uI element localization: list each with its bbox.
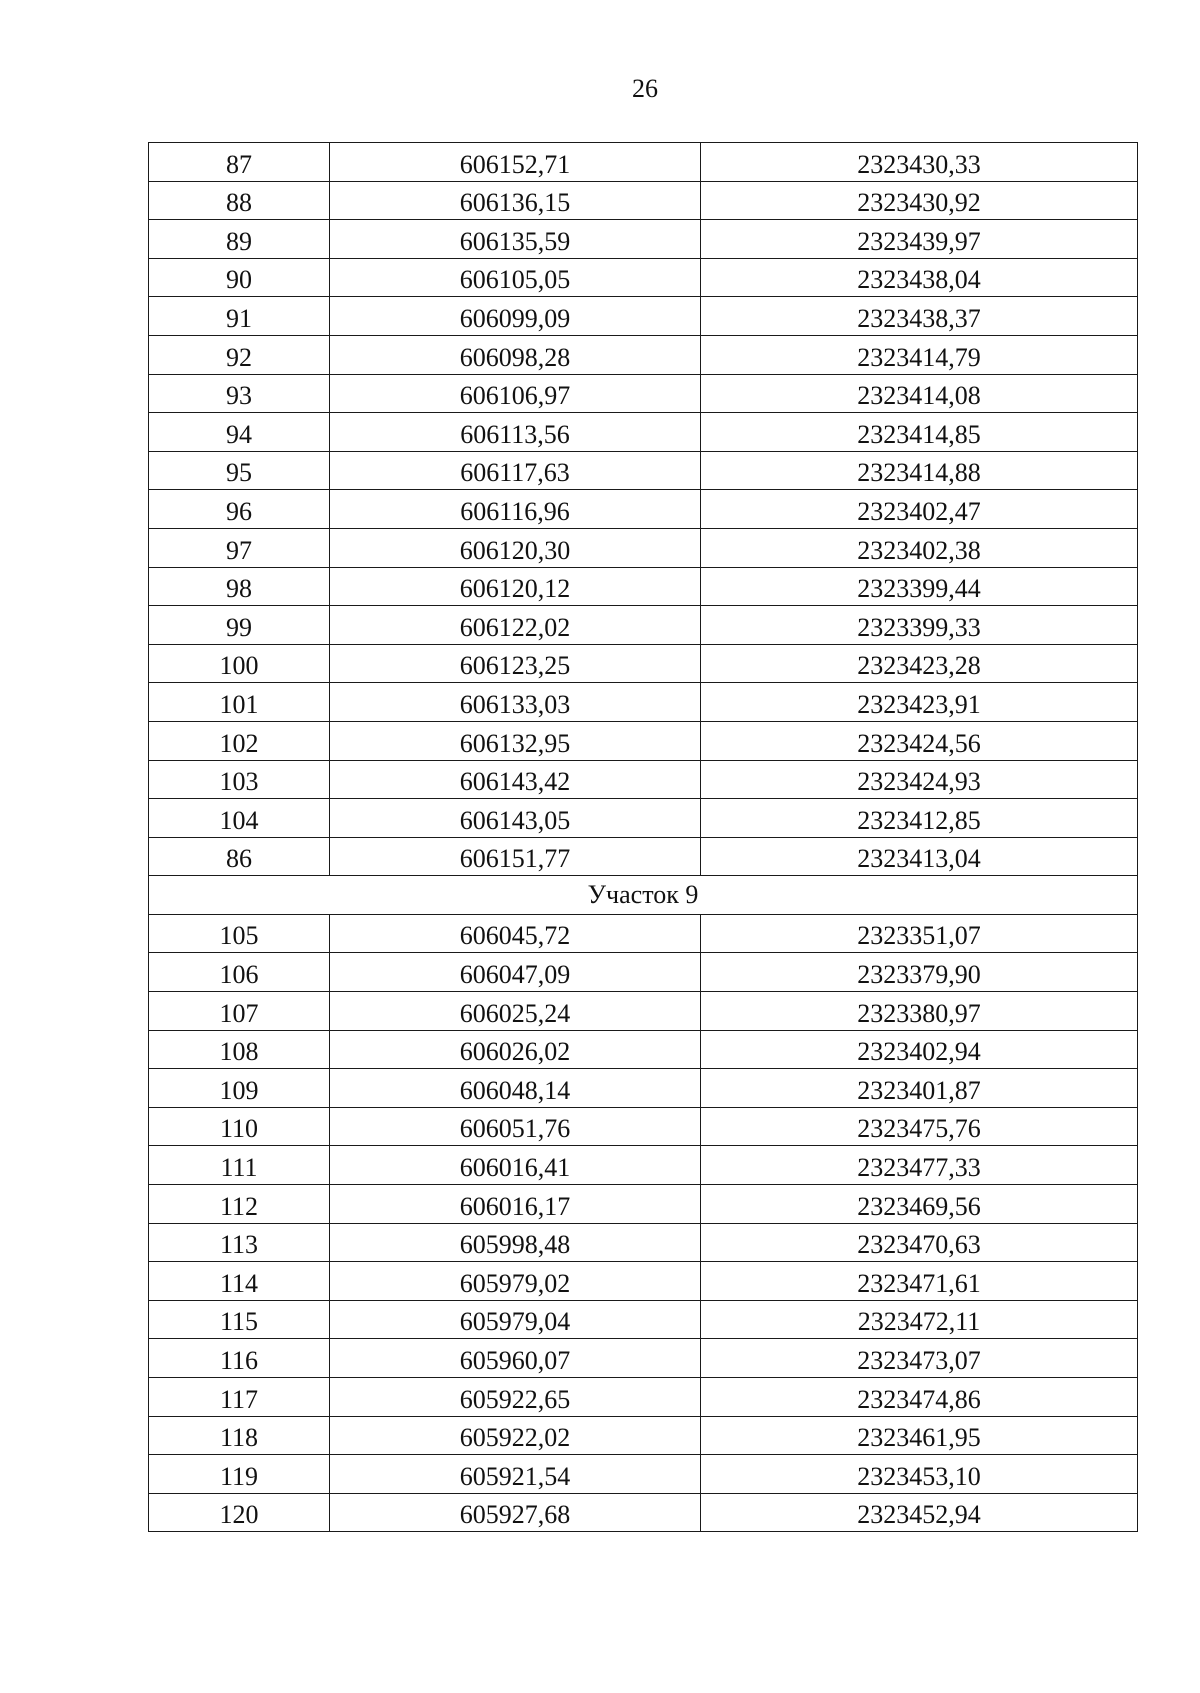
point-number-value: 112 <box>219 1191 259 1221</box>
point-number-value: 88 <box>226 188 252 218</box>
point-number-cell <box>149 335 330 374</box>
x-coordinate-cell <box>330 297 701 336</box>
y-coordinate-cell <box>701 143 1138 182</box>
y-coordinate-value: 2323452,94 <box>857 1500 981 1530</box>
x-coordinate-cell <box>330 1030 701 1069</box>
x-coordinate-cell <box>330 490 701 529</box>
point-number-value: 91 <box>226 303 252 333</box>
x-coordinate-value: 606152,71 <box>459 149 571 179</box>
x-coordinate-cell <box>330 143 701 182</box>
x-coordinate-cell <box>330 644 701 683</box>
point-number-cell <box>149 914 330 953</box>
point-number-value: 99 <box>226 612 252 642</box>
x-coordinate-cell <box>330 567 701 606</box>
y-coordinate-cell <box>701 258 1138 297</box>
table-row <box>149 953 1138 992</box>
x-coordinate-cell <box>330 1493 701 1532</box>
y-coordinate-value: 2323424,56 <box>857 728 981 758</box>
y-coordinate-cell <box>701 1262 1138 1301</box>
y-coordinate-value: 2323401,87 <box>857 1075 981 1105</box>
point-number-cell <box>149 837 330 876</box>
y-coordinate-value: 2323474,86 <box>857 1384 981 1414</box>
y-coordinate-value: 2323473,07 <box>857 1346 981 1375</box>
table-row <box>149 220 1138 259</box>
point-number-cell <box>149 1455 330 1494</box>
point-number-cell <box>149 1069 330 1108</box>
x-coordinate-cell <box>330 374 701 413</box>
y-coordinate-cell <box>701 297 1138 336</box>
point-number-value: 92 <box>226 342 252 372</box>
y-coordinate-value: 2323399,44 <box>857 574 981 604</box>
point-number-value: 103 <box>219 767 259 797</box>
x-coordinate-value: 605922,02 <box>459 1423 571 1453</box>
table-row <box>149 413 1138 452</box>
y-coordinate-cell <box>701 1416 1138 1455</box>
point-number-value: 96 <box>226 496 252 526</box>
x-coordinate-cell <box>330 1223 701 1262</box>
point-number-value: 110 <box>219 1114 259 1144</box>
y-coordinate-cell <box>701 1378 1138 1417</box>
x-coordinate-value: 606047,09 <box>459 960 571 990</box>
table-row <box>149 1030 1138 1069</box>
point-number-cell <box>149 181 330 220</box>
y-coordinate-cell <box>701 721 1138 760</box>
point-number-cell <box>149 1146 330 1185</box>
table-row <box>149 837 1138 876</box>
y-coordinate-value: 2323414,88 <box>857 458 981 488</box>
point-number-value: 120 <box>219 1500 259 1530</box>
point-number-value: 118 <box>219 1423 259 1453</box>
y-coordinate-value: 2323423,28 <box>857 651 981 681</box>
y-coordinate-value: 2323430,92 <box>857 188 981 218</box>
x-coordinate-value: 606026,02 <box>459 1037 571 1067</box>
y-coordinate-cell <box>701 490 1138 529</box>
x-coordinate-cell <box>330 1185 701 1224</box>
point-number-cell <box>149 721 330 760</box>
table-row <box>149 451 1138 490</box>
x-coordinate-value: 605979,02 <box>459 1268 571 1298</box>
x-coordinate-value: 606105,05 <box>459 265 571 295</box>
x-coordinate-cell <box>330 992 701 1031</box>
x-coordinate-value: 606016,41 <box>459 1153 571 1183</box>
point-number-cell <box>149 1416 330 1455</box>
y-coordinate-cell <box>701 992 1138 1031</box>
point-number-cell <box>149 374 330 413</box>
table-row <box>149 721 1138 760</box>
point-number-cell <box>149 567 330 606</box>
table-row <box>149 606 1138 645</box>
y-coordinate-cell <box>701 220 1138 259</box>
point-number-value: 117 <box>219 1384 259 1414</box>
table-row <box>149 992 1138 1031</box>
y-coordinate-cell <box>701 567 1138 606</box>
y-coordinate-value: 2323430,33 <box>857 149 981 179</box>
y-coordinate-value: 2323423,91 <box>857 689 981 719</box>
y-coordinate-cell <box>701 181 1138 220</box>
y-coordinate-cell <box>701 1030 1138 1069</box>
x-coordinate-value: 606117,63 <box>460 458 570 488</box>
point-number-cell <box>149 1223 330 1262</box>
point-number-value: 86 <box>226 844 252 874</box>
x-coordinate-cell <box>330 220 701 259</box>
x-coordinate-cell <box>330 760 701 799</box>
y-coordinate-cell <box>701 374 1138 413</box>
y-coordinate-cell <box>701 1069 1138 1108</box>
y-coordinate-value: 2323461,95 <box>857 1423 981 1453</box>
table-row <box>149 335 1138 374</box>
point-number-cell <box>149 1262 330 1301</box>
x-coordinate-cell <box>330 528 701 567</box>
table-row <box>149 143 1138 182</box>
point-number-cell <box>149 992 330 1031</box>
point-number-value: 111 <box>220 1153 258 1183</box>
point-number-value: 95 <box>226 458 252 488</box>
x-coordinate-cell <box>330 799 701 838</box>
x-coordinate-cell <box>330 181 701 220</box>
y-coordinate-cell <box>701 335 1138 374</box>
table-row <box>149 1146 1138 1185</box>
table-row <box>149 683 1138 722</box>
point-number-cell <box>149 1339 330 1378</box>
y-coordinate-cell <box>701 528 1138 567</box>
y-coordinate-value: 2323471,61 <box>857 1268 981 1298</box>
point-number-value: 113 <box>219 1230 259 1260</box>
table-row <box>149 181 1138 220</box>
y-coordinate-value: 2323469,56 <box>857 1191 981 1221</box>
y-coordinate-value: 2323477,33 <box>857 1153 981 1183</box>
table-row <box>149 297 1138 336</box>
x-coordinate-value: 605998,48 <box>459 1230 571 1260</box>
point-number-value: 119 <box>219 1461 259 1491</box>
table-row <box>149 1185 1138 1224</box>
x-coordinate-value: 606135,59 <box>459 226 571 256</box>
x-coordinate-value: 606123,25 <box>459 651 571 681</box>
y-coordinate-cell <box>701 1300 1138 1339</box>
point-number-value: 94 <box>226 419 252 449</box>
y-coordinate-value: 2323470,63 <box>857 1230 981 1260</box>
point-number-value: 97 <box>226 535 252 565</box>
point-number-value: 109 <box>219 1075 259 1105</box>
table-row <box>149 1416 1138 1455</box>
x-coordinate-value: 606016,17 <box>459 1191 571 1221</box>
y-coordinate-cell <box>701 451 1138 490</box>
y-coordinate-value: 2323438,04 <box>857 265 981 295</box>
point-number-value: 105 <box>219 921 259 951</box>
y-coordinate-cell <box>701 606 1138 645</box>
x-coordinate-value: 606132,95 <box>459 728 571 758</box>
table-row <box>149 1107 1138 1146</box>
x-coordinate-cell <box>330 1300 701 1339</box>
x-coordinate-cell <box>330 1069 701 1108</box>
point-number-cell <box>149 1030 330 1069</box>
y-coordinate-cell <box>701 1223 1138 1262</box>
page-number: 26 <box>632 74 658 103</box>
x-coordinate-value: 606120,12 <box>459 574 571 604</box>
x-coordinate-value: 606133,03 <box>459 689 571 719</box>
x-coordinate-value: 606048,14 <box>459 1075 571 1105</box>
y-coordinate-cell <box>701 1339 1138 1378</box>
y-coordinate-value: 2323414,79 <box>857 342 981 372</box>
y-coordinate-value: 2323475,76 <box>857 1114 981 1144</box>
point-number-value: 116 <box>219 1346 259 1375</box>
point-number-cell <box>149 683 330 722</box>
point-number-cell <box>149 1378 330 1417</box>
table-row <box>149 1455 1138 1494</box>
y-coordinate-value: 2323413,04 <box>857 844 981 874</box>
section-row <box>149 876 1138 915</box>
x-coordinate-value: 605927,68 <box>459 1500 571 1530</box>
point-number-value: 104 <box>219 805 259 835</box>
point-number-cell <box>149 1300 330 1339</box>
x-coordinate-cell <box>330 1262 701 1301</box>
y-coordinate-value: 2323379,90 <box>857 960 981 990</box>
y-coordinate-cell <box>701 1185 1138 1224</box>
point-number-cell <box>149 606 330 645</box>
table-row <box>149 567 1138 606</box>
point-number-cell <box>149 490 330 529</box>
x-coordinate-value: 606025,24 <box>459 998 571 1028</box>
point-number-cell <box>149 760 330 799</box>
y-coordinate-value: 2323402,94 <box>857 1037 981 1067</box>
x-coordinate-value: 606143,05 <box>459 805 571 835</box>
x-coordinate-value: 606098,28 <box>459 342 571 372</box>
table-row <box>149 1223 1138 1262</box>
x-coordinate-cell <box>330 1455 701 1494</box>
point-number-cell <box>149 953 330 992</box>
point-number-value: 89 <box>226 226 252 256</box>
y-coordinate-value: 2323439,97 <box>857 226 981 256</box>
x-coordinate-value: 606136,15 <box>459 188 571 218</box>
y-coordinate-value: 2323402,47 <box>857 496 981 526</box>
table-row <box>149 644 1138 683</box>
x-coordinate-cell <box>330 837 701 876</box>
table-row <box>149 1300 1138 1339</box>
point-number-value: 102 <box>219 728 259 758</box>
point-number-value: 93 <box>226 381 252 411</box>
table-row <box>149 1339 1138 1378</box>
table-row <box>149 528 1138 567</box>
point-number-cell <box>149 143 330 182</box>
x-coordinate-cell <box>330 1146 701 1185</box>
y-coordinate-cell <box>701 953 1138 992</box>
x-coordinate-cell <box>330 1107 701 1146</box>
x-coordinate-value: 605922,65 <box>459 1384 571 1414</box>
point-number-value: 87 <box>226 149 252 179</box>
x-coordinate-value: 606151,77 <box>459 844 571 874</box>
x-coordinate-cell <box>330 721 701 760</box>
y-coordinate-cell <box>701 1107 1138 1146</box>
y-coordinate-value: 2323402,38 <box>857 535 981 565</box>
x-coordinate-value: 605921,54 <box>459 1461 571 1491</box>
table-row <box>149 799 1138 838</box>
x-coordinate-value: 606143,42 <box>459 767 571 797</box>
point-number-cell <box>149 258 330 297</box>
x-coordinate-value: 606099,09 <box>459 303 571 333</box>
coordinates-table-body <box>149 143 1138 1532</box>
x-coordinate-cell <box>330 1378 701 1417</box>
x-coordinate-cell <box>330 1339 701 1378</box>
x-coordinate-value: 606051,76 <box>459 1114 571 1144</box>
y-coordinate-value: 2323472,11 <box>857 1307 981 1337</box>
table-row <box>149 1493 1138 1532</box>
point-number-cell <box>149 220 330 259</box>
point-number-value: 100 <box>219 651 259 681</box>
y-coordinate-cell <box>701 1455 1138 1494</box>
table-row <box>149 1262 1138 1301</box>
point-number-cell <box>149 1185 330 1224</box>
y-coordinate-cell <box>701 760 1138 799</box>
x-coordinate-value: 606122,02 <box>459 612 571 642</box>
y-coordinate-value: 2323351,07 <box>857 921 981 951</box>
y-coordinate-value: 2323414,85 <box>857 419 981 449</box>
y-coordinate-cell <box>701 799 1138 838</box>
y-coordinate-cell <box>701 644 1138 683</box>
x-coordinate-cell <box>330 258 701 297</box>
y-coordinate-value: 2323424,93 <box>857 767 981 797</box>
point-number-cell <box>149 297 330 336</box>
point-number-cell <box>149 451 330 490</box>
table-row <box>149 374 1138 413</box>
x-coordinate-cell <box>330 1416 701 1455</box>
y-coordinate-value: 2323414,08 <box>857 381 981 411</box>
y-coordinate-cell <box>701 413 1138 452</box>
point-number-value: 115 <box>219 1307 259 1337</box>
section-title: Участок 9 <box>149 876 1138 915</box>
y-coordinate-cell <box>701 683 1138 722</box>
x-coordinate-value: 606113,56 <box>460 419 570 449</box>
x-coordinate-value: 605979,04 <box>459 1307 571 1337</box>
point-number-value: 106 <box>219 960 259 990</box>
y-coordinate-cell <box>701 1493 1138 1532</box>
x-coordinate-cell <box>330 413 701 452</box>
point-number-cell <box>149 528 330 567</box>
point-number-cell <box>149 644 330 683</box>
point-number-cell <box>149 799 330 838</box>
y-coordinate-value: 2323438,37 <box>857 303 981 333</box>
point-number-value: 107 <box>219 998 259 1028</box>
x-coordinate-cell <box>330 451 701 490</box>
table-row <box>149 1378 1138 1417</box>
point-number-cell <box>149 413 330 452</box>
x-coordinate-value: 605960,07 <box>459 1346 571 1375</box>
point-number-value: 114 <box>219 1268 259 1298</box>
x-coordinate-value: 606045,72 <box>459 921 571 951</box>
x-coordinate-value: 606106,97 <box>459 381 571 411</box>
point-number-cell <box>149 1107 330 1146</box>
table-row <box>149 1069 1138 1108</box>
x-coordinate-cell <box>330 606 701 645</box>
y-coordinate-value: 2323380,97 <box>857 998 981 1028</box>
y-coordinate-value: 2323453,10 <box>857 1461 981 1491</box>
x-coordinate-cell <box>330 335 701 374</box>
y-coordinate-value: 2323412,85 <box>857 805 981 835</box>
point-number-value: 108 <box>219 1037 259 1067</box>
point-number-value: 90 <box>226 265 252 295</box>
y-coordinate-cell <box>701 837 1138 876</box>
x-coordinate-value: 606120,30 <box>459 535 571 565</box>
point-number-value: 101 <box>219 689 259 719</box>
point-number-value: 98 <box>226 574 252 604</box>
y-coordinate-value: 2323399,33 <box>857 612 981 642</box>
x-coordinate-cell <box>330 953 701 992</box>
x-coordinate-value: 606116,96 <box>460 496 570 526</box>
table-row <box>149 490 1138 529</box>
x-coordinate-cell <box>330 914 701 953</box>
coordinates-table <box>148 142 1138 1532</box>
y-coordinate-cell <box>701 914 1138 953</box>
table-row <box>149 258 1138 297</box>
y-coordinate-cell <box>701 1146 1138 1185</box>
x-coordinate-cell <box>330 683 701 722</box>
table-row <box>149 914 1138 953</box>
point-number-cell <box>149 1493 330 1532</box>
table-row <box>149 760 1138 799</box>
